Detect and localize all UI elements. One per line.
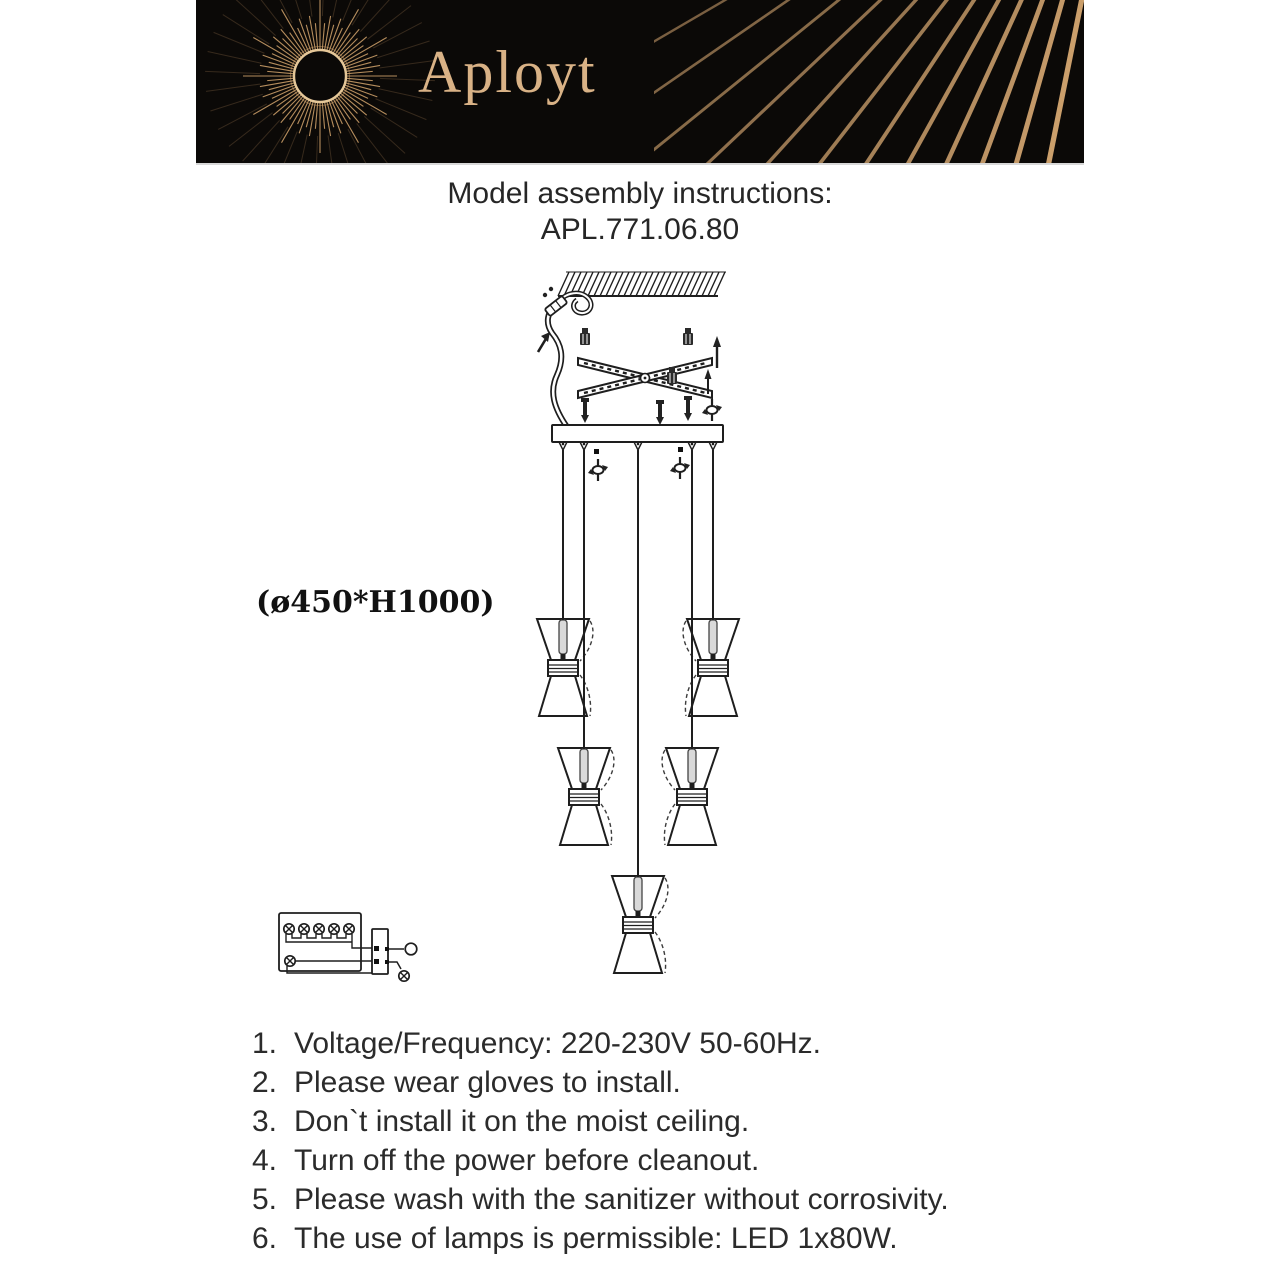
- dimension-label: (ø450*H1000): [256, 585, 495, 620]
- list-item: [252, 1028, 1072, 1059]
- list-item: [252, 1067, 1072, 1098]
- item-number: 1.: [252, 1027, 278, 1060]
- title-block: [0, 176, 1280, 248]
- list-item: [252, 1223, 1072, 1254]
- brand-banner: [196, 0, 1084, 165]
- wiring-diagram: [279, 913, 417, 981]
- item-number: 5.: [252, 1183, 278, 1216]
- item-text: Turn off the power before cleanout.: [294, 1144, 760, 1177]
- model-number: APL.771.06.80: [540, 213, 740, 246]
- list-item: [252, 1145, 1072, 1176]
- assembly-diagram: [250, 262, 770, 1010]
- item-text: Voltage/Frequency: 220-230V 50-60Hz.: [294, 1027, 822, 1060]
- list-item: [252, 1106, 1072, 1137]
- item-number: 2.: [252, 1066, 278, 1099]
- sunburst-icon: [196, 0, 446, 163]
- item-number: 3.: [252, 1105, 278, 1138]
- page-title: Model assembly instructions:: [447, 177, 833, 210]
- mounting-bracket: [578, 328, 722, 425]
- decorative-rays-icon: [654, 0, 1084, 163]
- instructions-list: [252, 1028, 1072, 1262]
- list-item: [252, 1184, 1072, 1215]
- item-text: The use of lamps is permissible: LED 1x80W.: [294, 1222, 898, 1255]
- item-number: 6.: [252, 1222, 278, 1255]
- item-text: Don`t install it on the moist ceiling.: [294, 1105, 750, 1138]
- item-number: 4.: [252, 1144, 278, 1177]
- item-text: Please wash with the sanitizer without corrosivity.: [294, 1183, 949, 1216]
- canopy: [552, 425, 723, 450]
- brand-wordmark: Aployt: [418, 39, 597, 105]
- item-text: Please wear gloves to install.: [294, 1066, 681, 1099]
